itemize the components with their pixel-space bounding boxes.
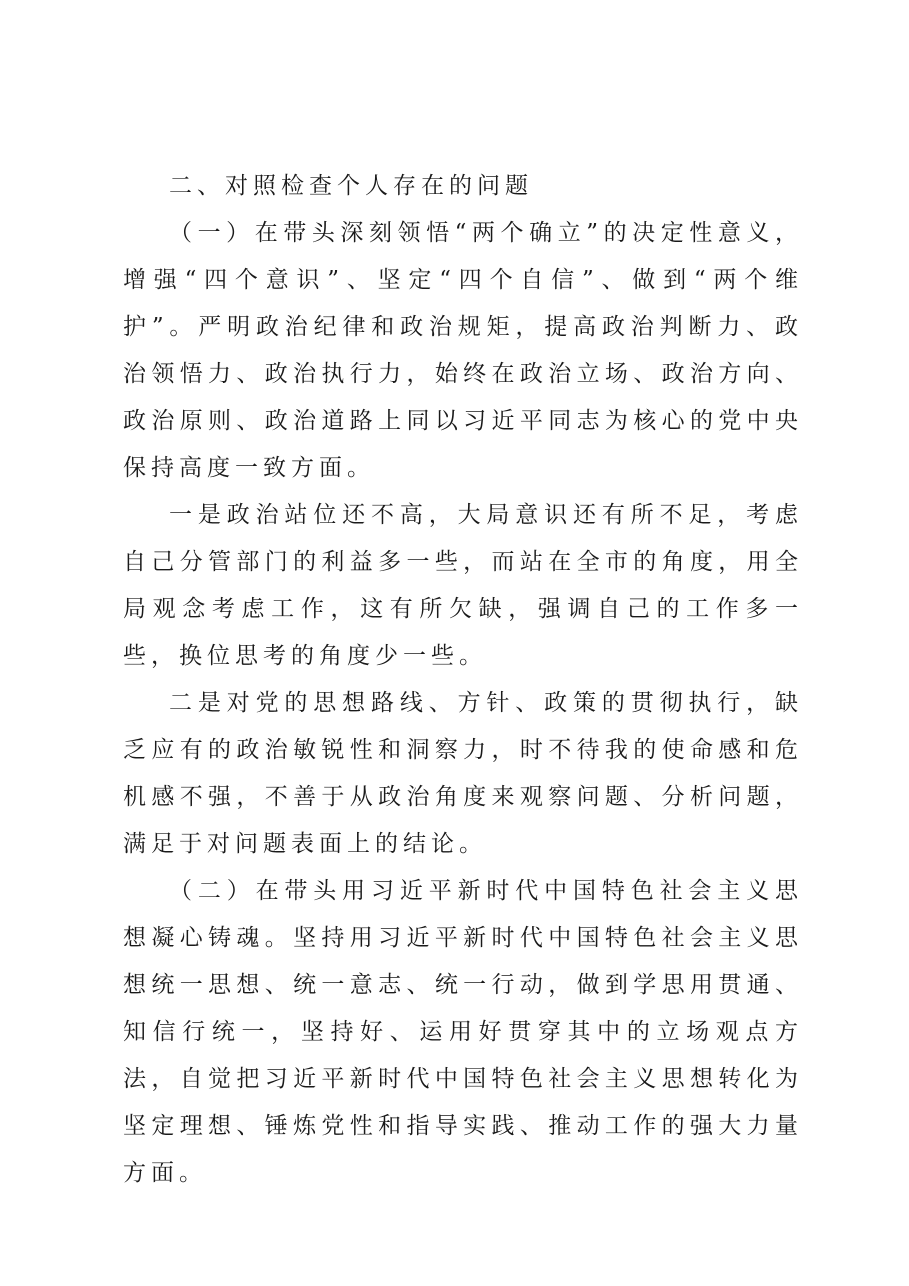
- section-heading: 二、对照检查个人存在的问题: [169, 173, 533, 199]
- document-body: [123, 163, 803, 1197]
- paragraph-political-stance: 一是政治站位还不高，大局意识还有所不足，考虑自己分管部门的利益多一些，而站在全市的角度，用全局观念考虑工作，这有所欠缺，强调自己的工作多一些，换位思考的角度少一些。: [123, 502, 803, 669]
- paragraph-policy-execution: 二是对党的思想路线、方针、政策的贯彻执行，缺乏应有的政治敏锐性和洞察力，时不待我的使命感和危机感不强，不善于从政治角度来观察问题、分析问题，满足于对问题表面上的结论。: [123, 690, 803, 857]
- paragraph-item-2: （二）在带头用习近平新时代中国特色社会主义思想凝心铸魂。坚持用习近平新时代中国特色社会主义思想统一思想、统一意志、统一行动，做到学思用贯通、知信行统一，坚持好、运用好贯穿其中的立场观点方法，自觉把习近平新时代中国特色社会主义思想转化为坚定理想、锤炼党性和指导实践、推动工作的强大力量方面。: [123, 878, 803, 1186]
- paragraph-item-1: （一）在带头深刻领悟“两个确立”的决定性意义，增强“四个意识”、坚定“四个自信”、做到“两个维护”。严明政治纪律和政治规矩，提高政治判断力、政治领悟力、政治执行力，始终在政治立场、政治方向、政治原则、政治道路上同以习近平同志为核心的党中央保持高度一致方面。: [123, 220, 803, 481]
